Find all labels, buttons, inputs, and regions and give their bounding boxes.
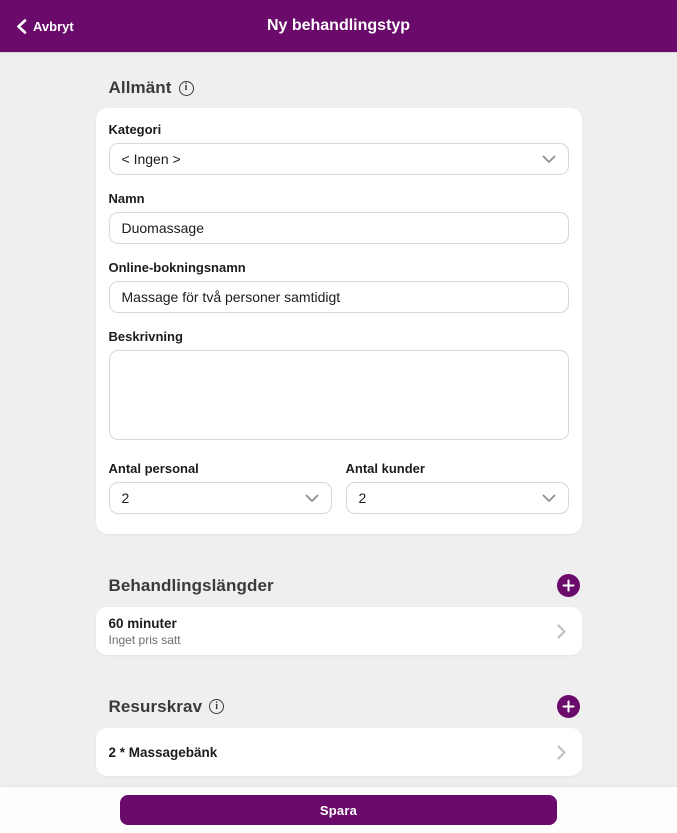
antal-personal-label: Antal personal [108, 461, 199, 476]
kategori-select-value: < Ingen > [121, 151, 181, 167]
chevron-right-icon [557, 745, 566, 760]
antal-personal-select-value: 2 [121, 490, 130, 506]
page-title: Ny behandlingstyp [266, 17, 411, 34]
bottom-action-bar [0, 787, 677, 833]
chevron-left-icon [16, 19, 27, 34]
duration-subtitle: Inget pris satt [108, 632, 181, 647]
namn-label: Namn [108, 191, 145, 206]
duration-title: 60 minuter [108, 615, 177, 631]
kategori-label: Kategori [108, 122, 162, 137]
plus-icon [562, 579, 575, 592]
antal-kunder-select[interactable] [346, 482, 569, 514]
info-icon[interactable]: i [209, 699, 224, 714]
info-icon[interactable]: i [179, 81, 194, 96]
cancel-button[interactable] [0, 11, 90, 42]
add-resource-button[interactable] [557, 695, 580, 718]
beskrivning-label: Beskrivning [108, 329, 183, 344]
kategori-select[interactable] [109, 143, 569, 175]
antal-kunder-label: Antal kunder [345, 461, 425, 476]
durations-section-title: Behandlingslängder [108, 575, 274, 595]
antal-personal-select[interactable] [109, 482, 332, 514]
resources-section-header [96, 695, 582, 718]
online-bokningsnamn-label: Online-bokningsnamn [108, 260, 246, 275]
navigation-bar [0, 0, 677, 53]
chevron-down-icon [542, 155, 556, 164]
cancel-button-label: Avbryt [33, 18, 74, 34]
chevron-right-icon [557, 624, 566, 639]
general-section-title: Allmänt [108, 78, 172, 97]
chevron-down-icon [305, 494, 319, 503]
form-scroll-area [0, 53, 677, 787]
online-bokningsnamn-input[interactable] [109, 281, 569, 313]
antal-kunder-select-value: 2 [358, 490, 367, 506]
duration-list-item[interactable] [96, 607, 582, 655]
resources-section-title: Resurskrav [108, 696, 203, 716]
durations-section-header [96, 574, 582, 597]
plus-icon [562, 700, 575, 713]
resource-list-item[interactable] [96, 728, 582, 776]
chevron-down-icon [542, 494, 556, 503]
general-form-card [96, 108, 582, 534]
add-duration-button[interactable] [557, 574, 580, 597]
resource-title: 2 * Massagebänk [108, 744, 218, 760]
general-section-header [96, 78, 582, 98]
save-button[interactable]: Spara [120, 795, 557, 825]
namn-input[interactable] [109, 212, 569, 244]
beskrivning-textarea[interactable] [109, 350, 569, 440]
